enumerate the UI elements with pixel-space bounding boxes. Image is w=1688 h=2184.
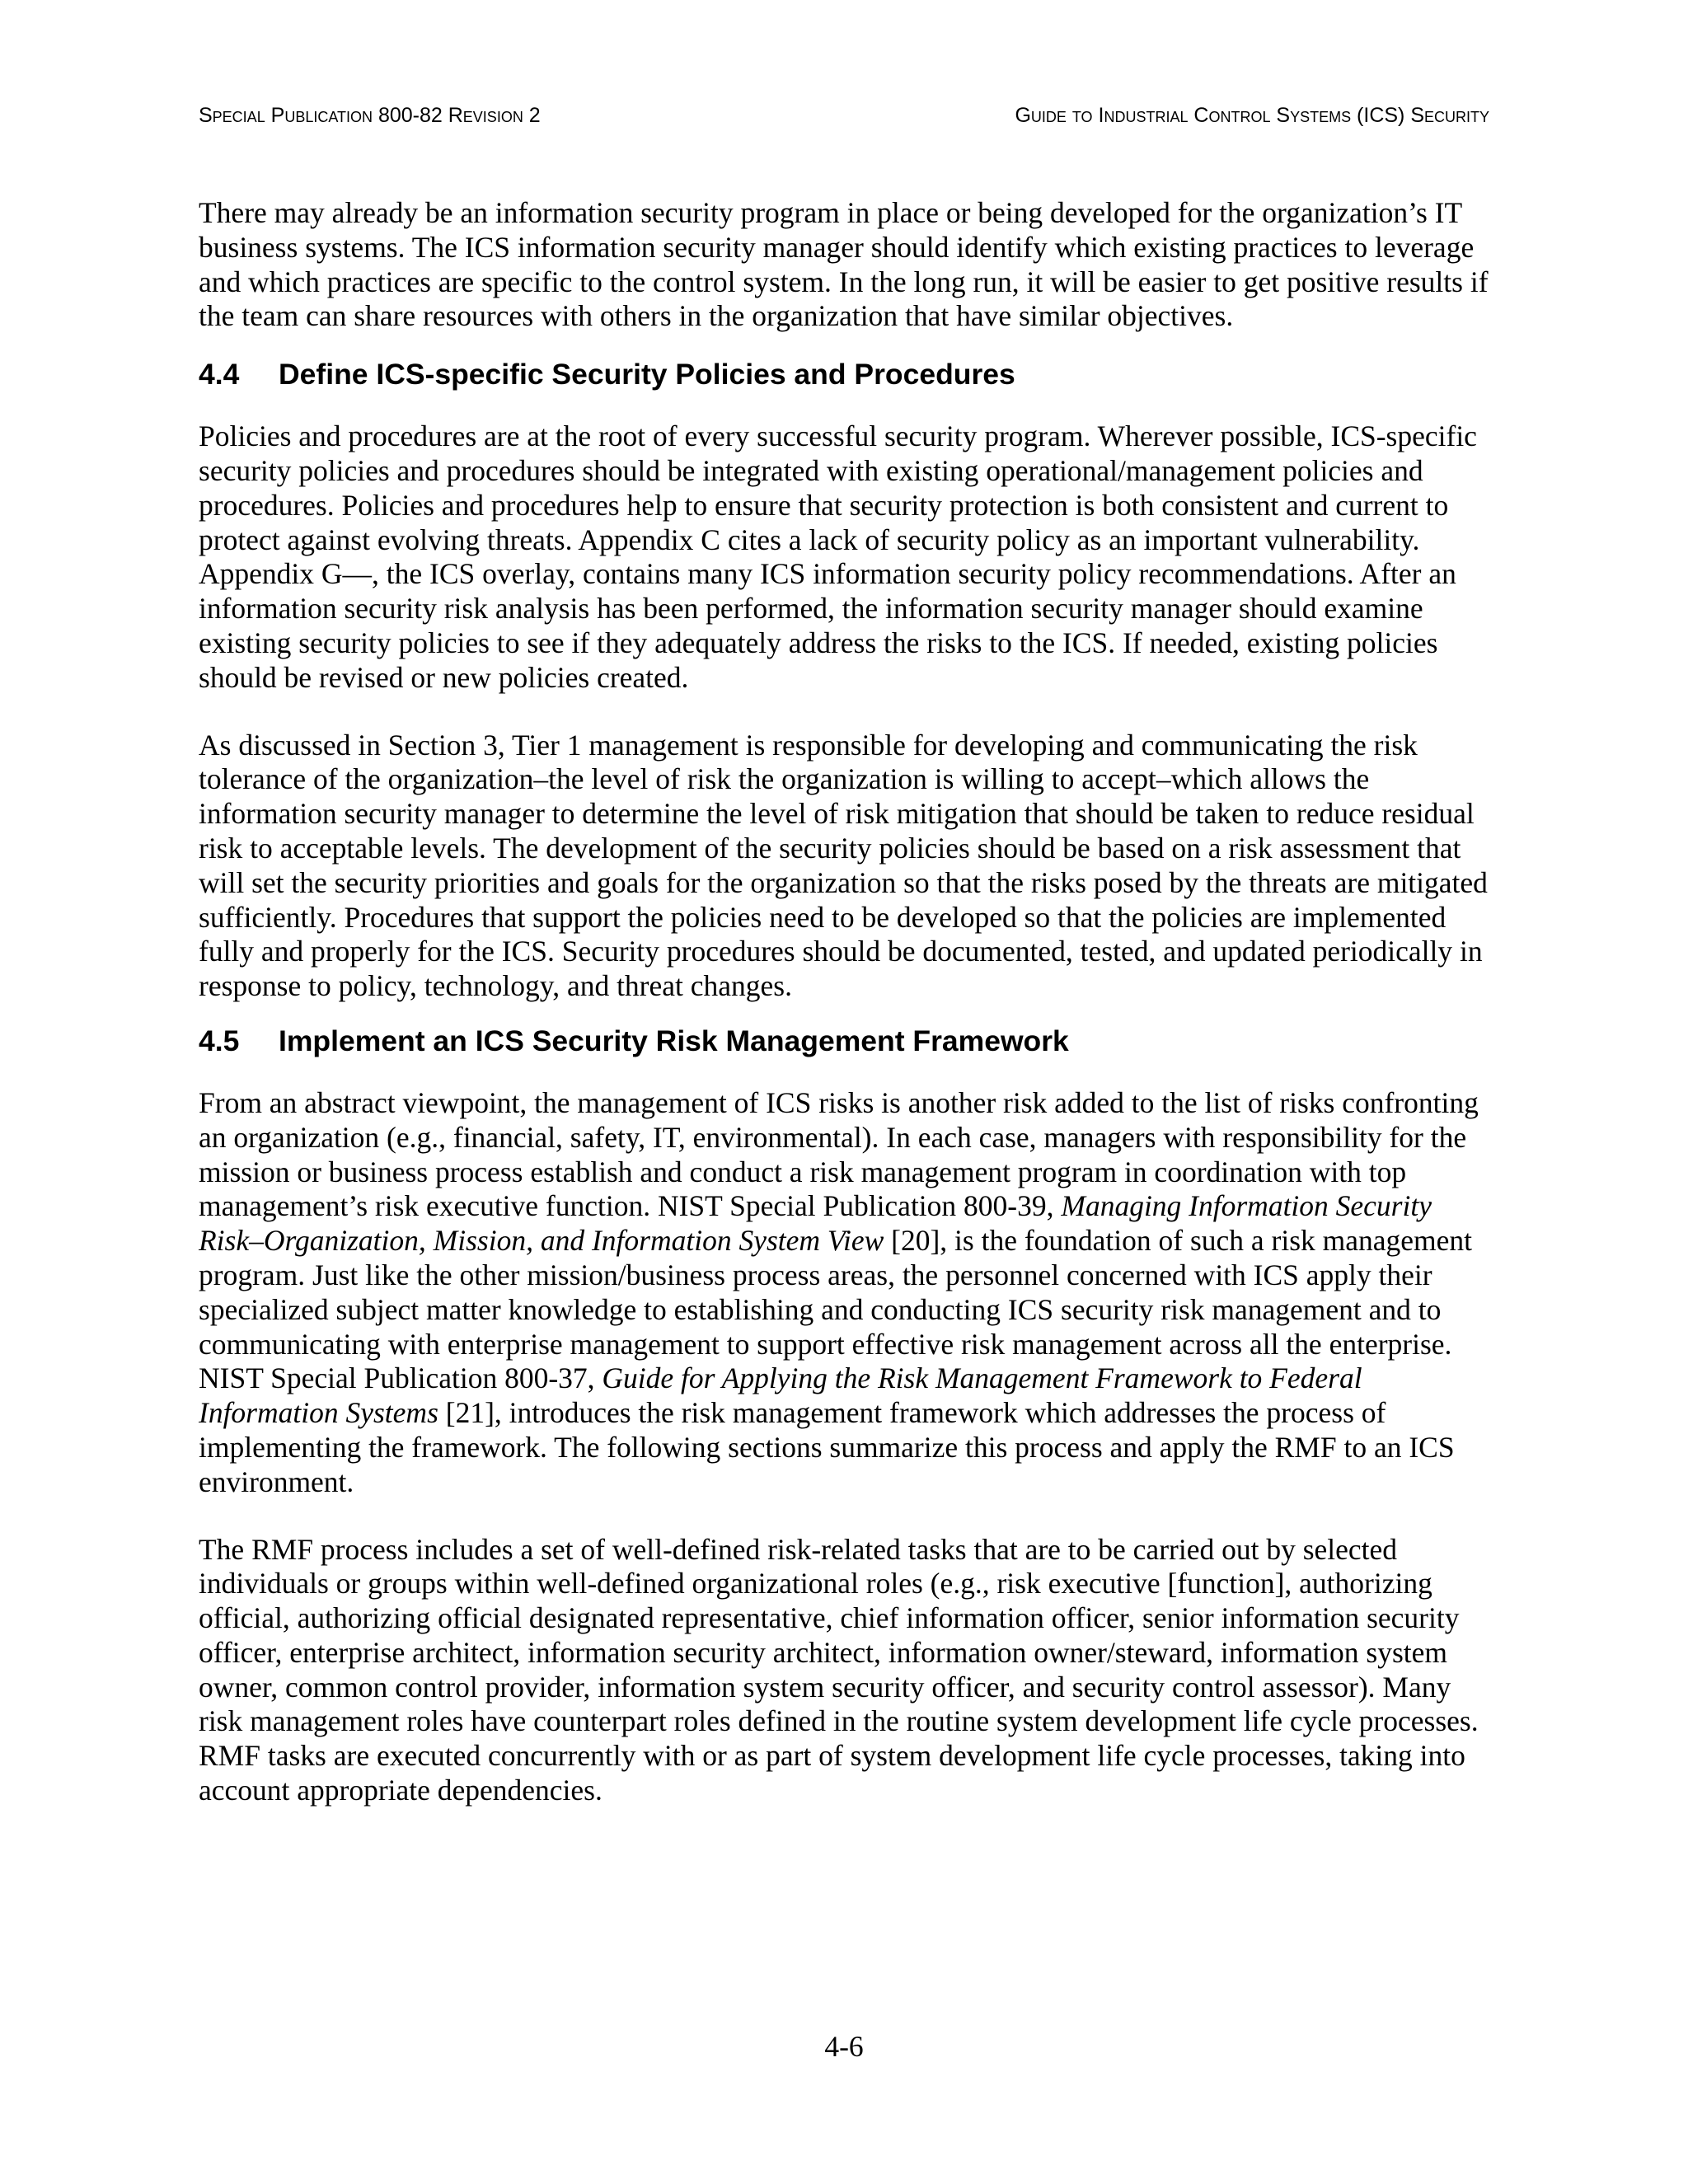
citation-title-800-39: Managing Information Security Risk–Organization, Mission, and Information System View xyxy=(199,1189,1432,1258)
paragraph-tier1: As discussed in Section 3, Tier 1 management is responsible for developing and communicating the risk tolerance of the organization–the level of risk the organization is willing to accept–which allows the information security manager to determine the level of risk mitigation that should be taken to reduce residual risk to acceptable levels. The development of the security policies should be based on a risk assessment that will set the security priorities and goals for the organization so that the risks posed by the threats are mitigated sufficiently. Procedures that support the policies need to be developed so that the policies are implemented fully and properly for the ICS. Security procedures should be documented, tested, and updated periodically in response to policy, technology, and threat changes. xyxy=(199,728,1488,1003)
page-body xyxy=(199,196,1489,1808)
citation-title-800-37: Guide for Applying the Risk Management Framework to Federal Information Systems xyxy=(199,1361,1362,1430)
paragraph-policies: Policies and procedures are at the root of every successful security program. Wherever possible, ICS-specific security policies and procedures should be integrated with existing operational/management policies and procedures. Policies and procedures help to ensure that security protection is both consistent and current to protect against evolving threats. Appendix C cites a lack of security policy as an important vulnerability. Appendix G—, the ICS overlay, contains many ICS information security policy recommendations. After an information security risk analysis has been performed, the information security manager should examine existing security policies to see if they adequately address the risks to the ICS. If needed, existing policies should be revised or new policies created. xyxy=(199,419,1477,694)
section-title: Implement an ICS Security Risk Management Framework xyxy=(279,1024,1069,1057)
page-number: 4-6 xyxy=(824,2030,864,2063)
section-number: 4.4 xyxy=(199,358,240,391)
section-heading-4-5 xyxy=(199,1024,1489,1058)
header-publication-title: Special Publication 800-82 Revision 2 xyxy=(199,104,541,127)
header-guide-title: Guide to Industrial Control Systems (ICS) Security xyxy=(1015,104,1489,127)
section-number: 4.5 xyxy=(199,1024,240,1057)
section-title: Define ICS-specific Security Policies and Procedures xyxy=(279,358,1015,391)
text-run: From an abstract viewpoint, the management of ICS risks is another risk added to the list of risks confronting an organization (e.g., financial, safety, IT, environmental). In each case, managers with responsibility for the mission or business process establish and conduct a risk management program in coordination with top management’s risk executive function. NIST Special Publication 800-39, xyxy=(199,1085,1479,1223)
text-run: [20], is the foundation of such a risk management program. Just like the other mission/business process areas, the personnel concerned with ICS apply their specialized subject matter knowledge to establishing and conducting ICS security risk management and to communicating with enterprise management to support effective risk management across all the enterprise. NIST Special Publication 800-37, xyxy=(199,1224,1473,1395)
running-header xyxy=(199,99,1489,132)
section-heading-4-4 xyxy=(199,357,1489,391)
paragraph-abstract-viewpoint xyxy=(199,1086,1489,1500)
paragraph-intro: There may already be an information security program in place or being developed for the organization’s IT business systems. The ICS information security manager should identify which existing practices to leverage and which practices are specific to the control system. In the long run, it will be easier to get positive results if the team can share resources with others in the organization that have similar objectives. xyxy=(199,196,1489,333)
paragraph-rmf-process: The RMF process includes a set of well-defined risk-related tasks that are to be carried out by selected individuals or groups within well-defined organizational roles (e.g., risk executive [function], authorizing official, authorizing official designated representative, chief information officer, senior information security officer, enterprise architect, information security architect, information owner/steward, information system owner, common control provider, information system security officer, and security control assessor). Many risk management roles have counterpart roles defined in the routine system development life cycle processes. RMF tasks are executed concurrently with or as part of system development life cycle processes, taking into account appropriate dependencies. xyxy=(199,1532,1479,1807)
text-run: [21], introduces the risk management framework which addresses the process of implementing the framework. The following sections summarize this process and apply the RMF to an ICS environment. xyxy=(199,1396,1455,1498)
